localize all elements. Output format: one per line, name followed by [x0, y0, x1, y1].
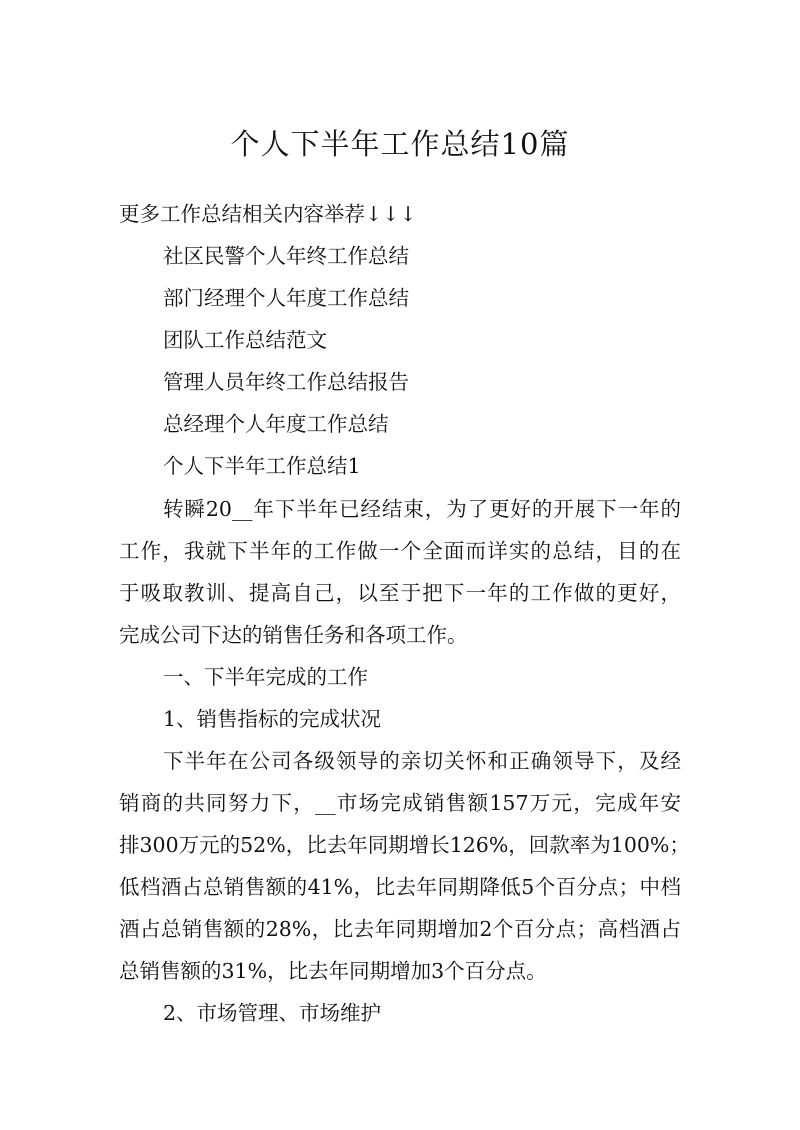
intro-line-1: 转瞬20__年下半年已经结束，为了更好的开展下一年的 — [163, 497, 681, 521]
recommend-link-3[interactable]: 团队工作总结范文 — [163, 328, 327, 352]
recommend-link-5[interactable]: 总经理个人年度工作总结 — [163, 412, 389, 436]
subheading-market-management: 2、市场管理、市场维护 — [163, 1001, 382, 1025]
recommend-heading: 更多工作总结相关内容举荐↓↓↓ — [119, 202, 417, 226]
recommend-link-4[interactable]: 管理人员年终工作总结报告 — [163, 370, 409, 394]
intro-line-3: 于吸取教训、提高自己，以至于把下一年的工作做的更好， — [119, 581, 681, 605]
document-title: 个人下半年工作总结10篇 — [230, 127, 570, 161]
heading-completed-work: 一、下半年完成的工作 — [163, 665, 368, 689]
sales-line-3: 排300万元的52%，比去年同期增长126%，回款率为100%； — [119, 833, 690, 857]
sales-line-2: 销商的共同努力下，__市场完成销售额157万元，完成年安 — [119, 791, 681, 815]
intro-line-4: 完成公司下达的销售任务和各项工作。 — [119, 623, 468, 647]
intro-line-2: 工作，我就下半年的工作做一个全面而详实的总结，目的在 — [119, 539, 681, 563]
sales-line-4: 低档酒占总销售额的41%，比去年同期降低5个百分点；中档 — [119, 875, 681, 899]
section-title: 个人下半年工作总结1 — [163, 454, 361, 478]
recommend-link-1[interactable]: 社区民警个人年终工作总结 — [163, 244, 409, 268]
sales-line-5: 酒占总销售额的28%，比去年同期增加2个百分点；高档酒占 — [119, 917, 681, 941]
subheading-sales-targets: 1、销售指标的完成状况 — [163, 707, 382, 731]
sales-line-1: 下半年在公司各级领导的亲切关怀和正确领导下，及经 — [163, 749, 681, 773]
sales-line-6: 总销售额的31%，比去年同期增加3个百分点。 — [119, 959, 547, 983]
recommend-link-2[interactable]: 部门经理个人年度工作总结 — [163, 286, 409, 310]
